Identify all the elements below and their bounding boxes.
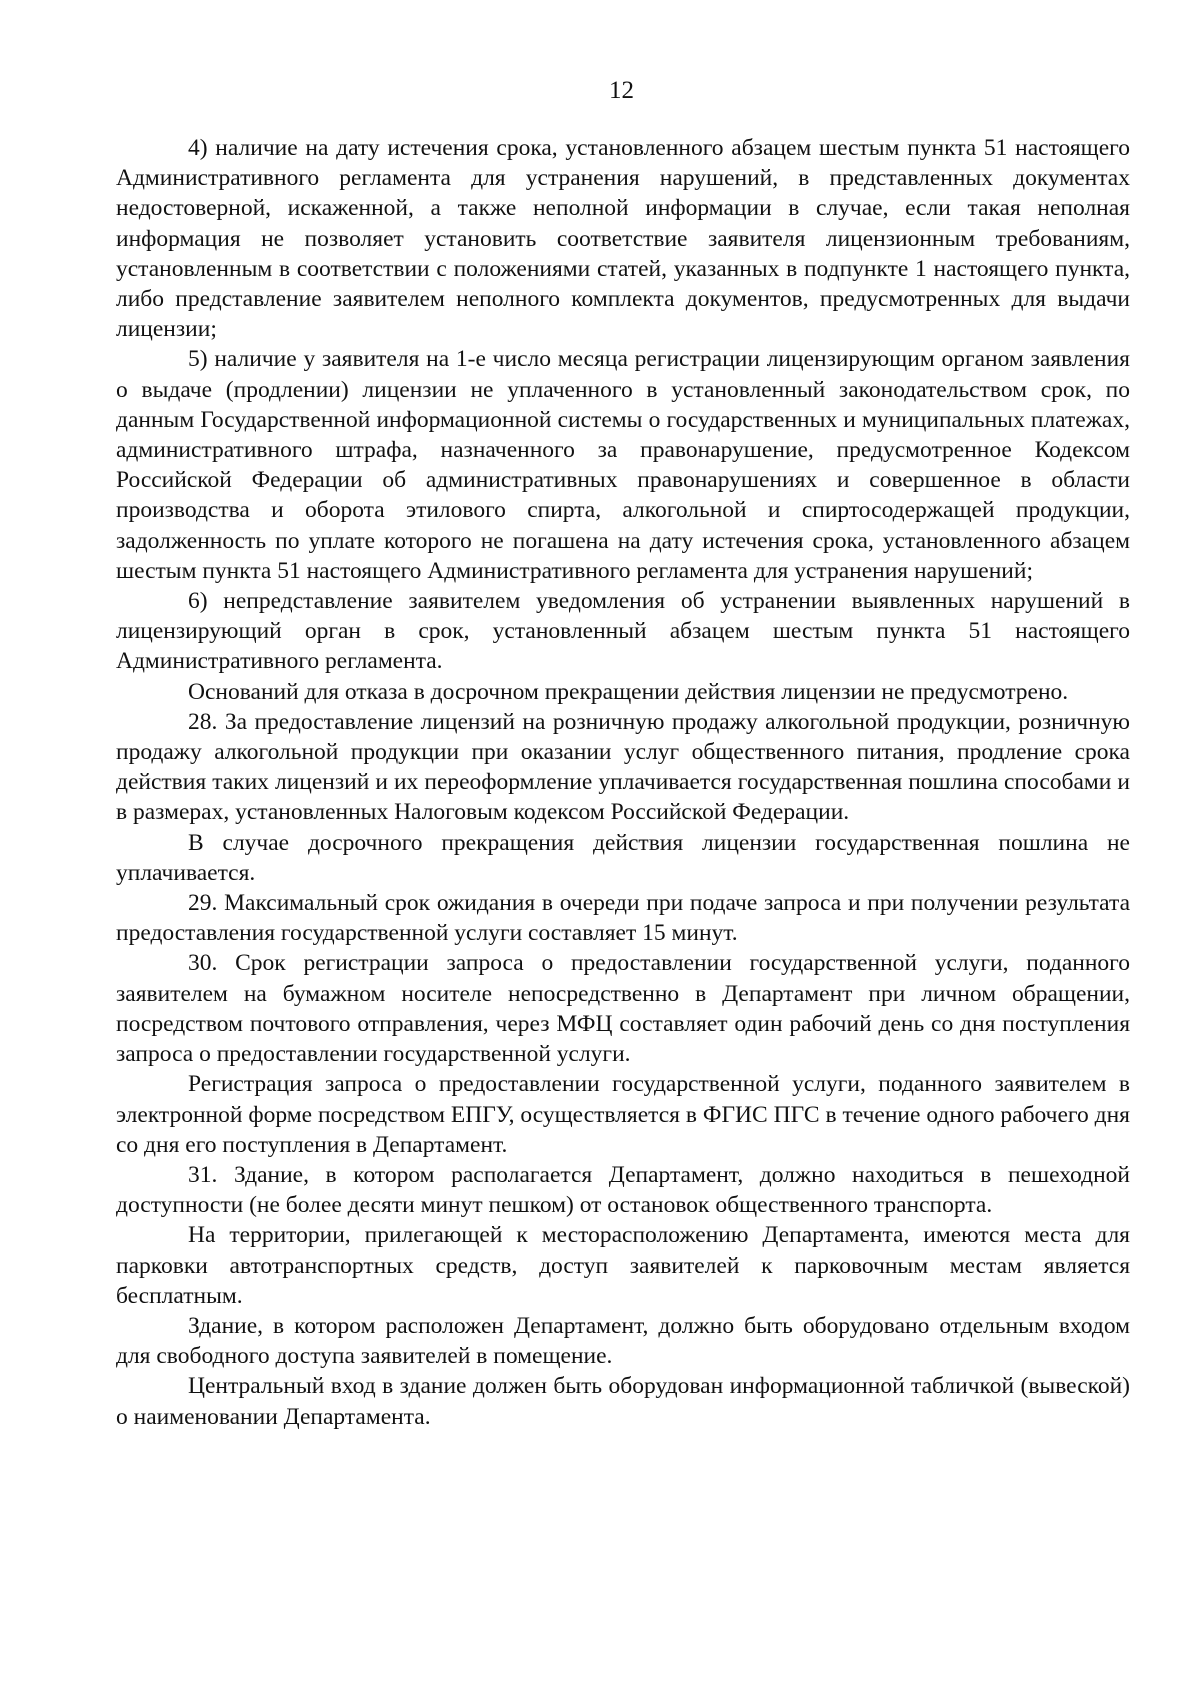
paragraph-clause-28: 28. За предоставление лицензий на розничную продажу алкогольной продукции, розничную продажу алкогольной продукции при оказании услуг общественного питания, продление срока действия таких лицензий и их переоформление уплачивается государственная пошлина способами и в размерах, установленных Налоговым кодексом Российской Федерации. <box>116 708 1130 826</box>
paragraph-separate-entrance: Здание, в котором расположен Департамент, должно быть оборудовано отдельным входом для свободного доступа заявителей в помещение. <box>116 1312 1130 1370</box>
paragraph-item-5: 5) наличие у заявителя на 1-е число месяца регистрации лицензирующим органом заявления о выдаче (продлении) лицензии не уплаченного в установленный законодательством срок, по данным Государственной информационной системы о государственных и муниципальных платежах, административного штрафа, назначенного за правонарушение, предусмотренное Кодексом Российской Федерации об административных правонарушениях и совершенное в области производства и оборота этилового спирта, алкогольной и спиртосодержащей продукции, задолженность по уплате которого не погашена на дату истечения срока, установленного абзацем шестым пункта 51 настоящего Административного регламента для устранения нарушений; <box>116 346 1130 584</box>
paragraph-item-6: 6) непредставление заявителем уведомления об устранении выявленных нарушений в лицензирующий орган в срок, установленный абзацем шестым пункта 51 настоящего Административного регламента. <box>116 588 1130 675</box>
document-body <box>116 133 1130 1432</box>
paragraph-clause-30: 30. Срок регистрации запроса о предоставлении государственной услуги, поданного заявителем на бумажном носителе непосредственно в Департамент при личном обращении, посредством почтового отправления, через МФЦ составляет один рабочий день со дня поступления запроса о предоставлении государственной услуги. <box>116 950 1130 1068</box>
paragraph-clause-29: 29. Максимальный срок ожидания в очереди при подаче запроса и при получении результата предоставления государственной услуги составляет 15 минут. <box>116 890 1130 947</box>
paragraph-no-grounds: Оснований для отказа в досрочном прекращении действия лицензии не предусмотрено. <box>188 678 1069 705</box>
page-number: 12 <box>609 77 634 104</box>
paragraph-central-entrance: Центральный вход в здание должен быть оборудован информационной табличкой (вывеской) о наименовании Департамента. <box>116 1373 1130 1430</box>
paragraph-clause-31: 31. Здание, в котором располагается Департамент, должно находиться в пешеходной доступности (не более десяти минут пешком) от остановок общественного транспорта. <box>116 1161 1130 1219</box>
paragraph-fee-not-paid: В случае досрочного прекращения действия лицензии государственная пошлина не уплачивается. <box>116 829 1130 886</box>
paragraph-item-4: 4) наличие на дату истечения срока, установленного абзацем шестым пункта 51 настоящего Административного регламента для устранения нарушений, в представленных документах недостоверной, искаженной, а также неполной информации в случае, если такая неполная информация не позволяет установить соответствие заявителя лицензионным требованиям, установленным в соответствии с положениями статей, указанных в подпункте 1 настоящего пункта, либо представление заявителем неполного комплекта документов, предусмотренных для выдачи лицензии; <box>116 135 1130 343</box>
paragraph-parking: На территории, прилегающей к месторасположению Департамента, имеются места для парковки автотранспортных средств, доступ заявителей к парковочным местам является бесплатным. <box>116 1222 1130 1309</box>
paragraph-electronic-registration: Регистрация запроса о предоставлении государственной услуги, поданного заявителем в электронной форме посредством ЕПГУ, осуществляется в ФГИС ПГС в течение одного рабочего дня со дня его поступления в Департамент. <box>116 1071 1130 1158</box>
